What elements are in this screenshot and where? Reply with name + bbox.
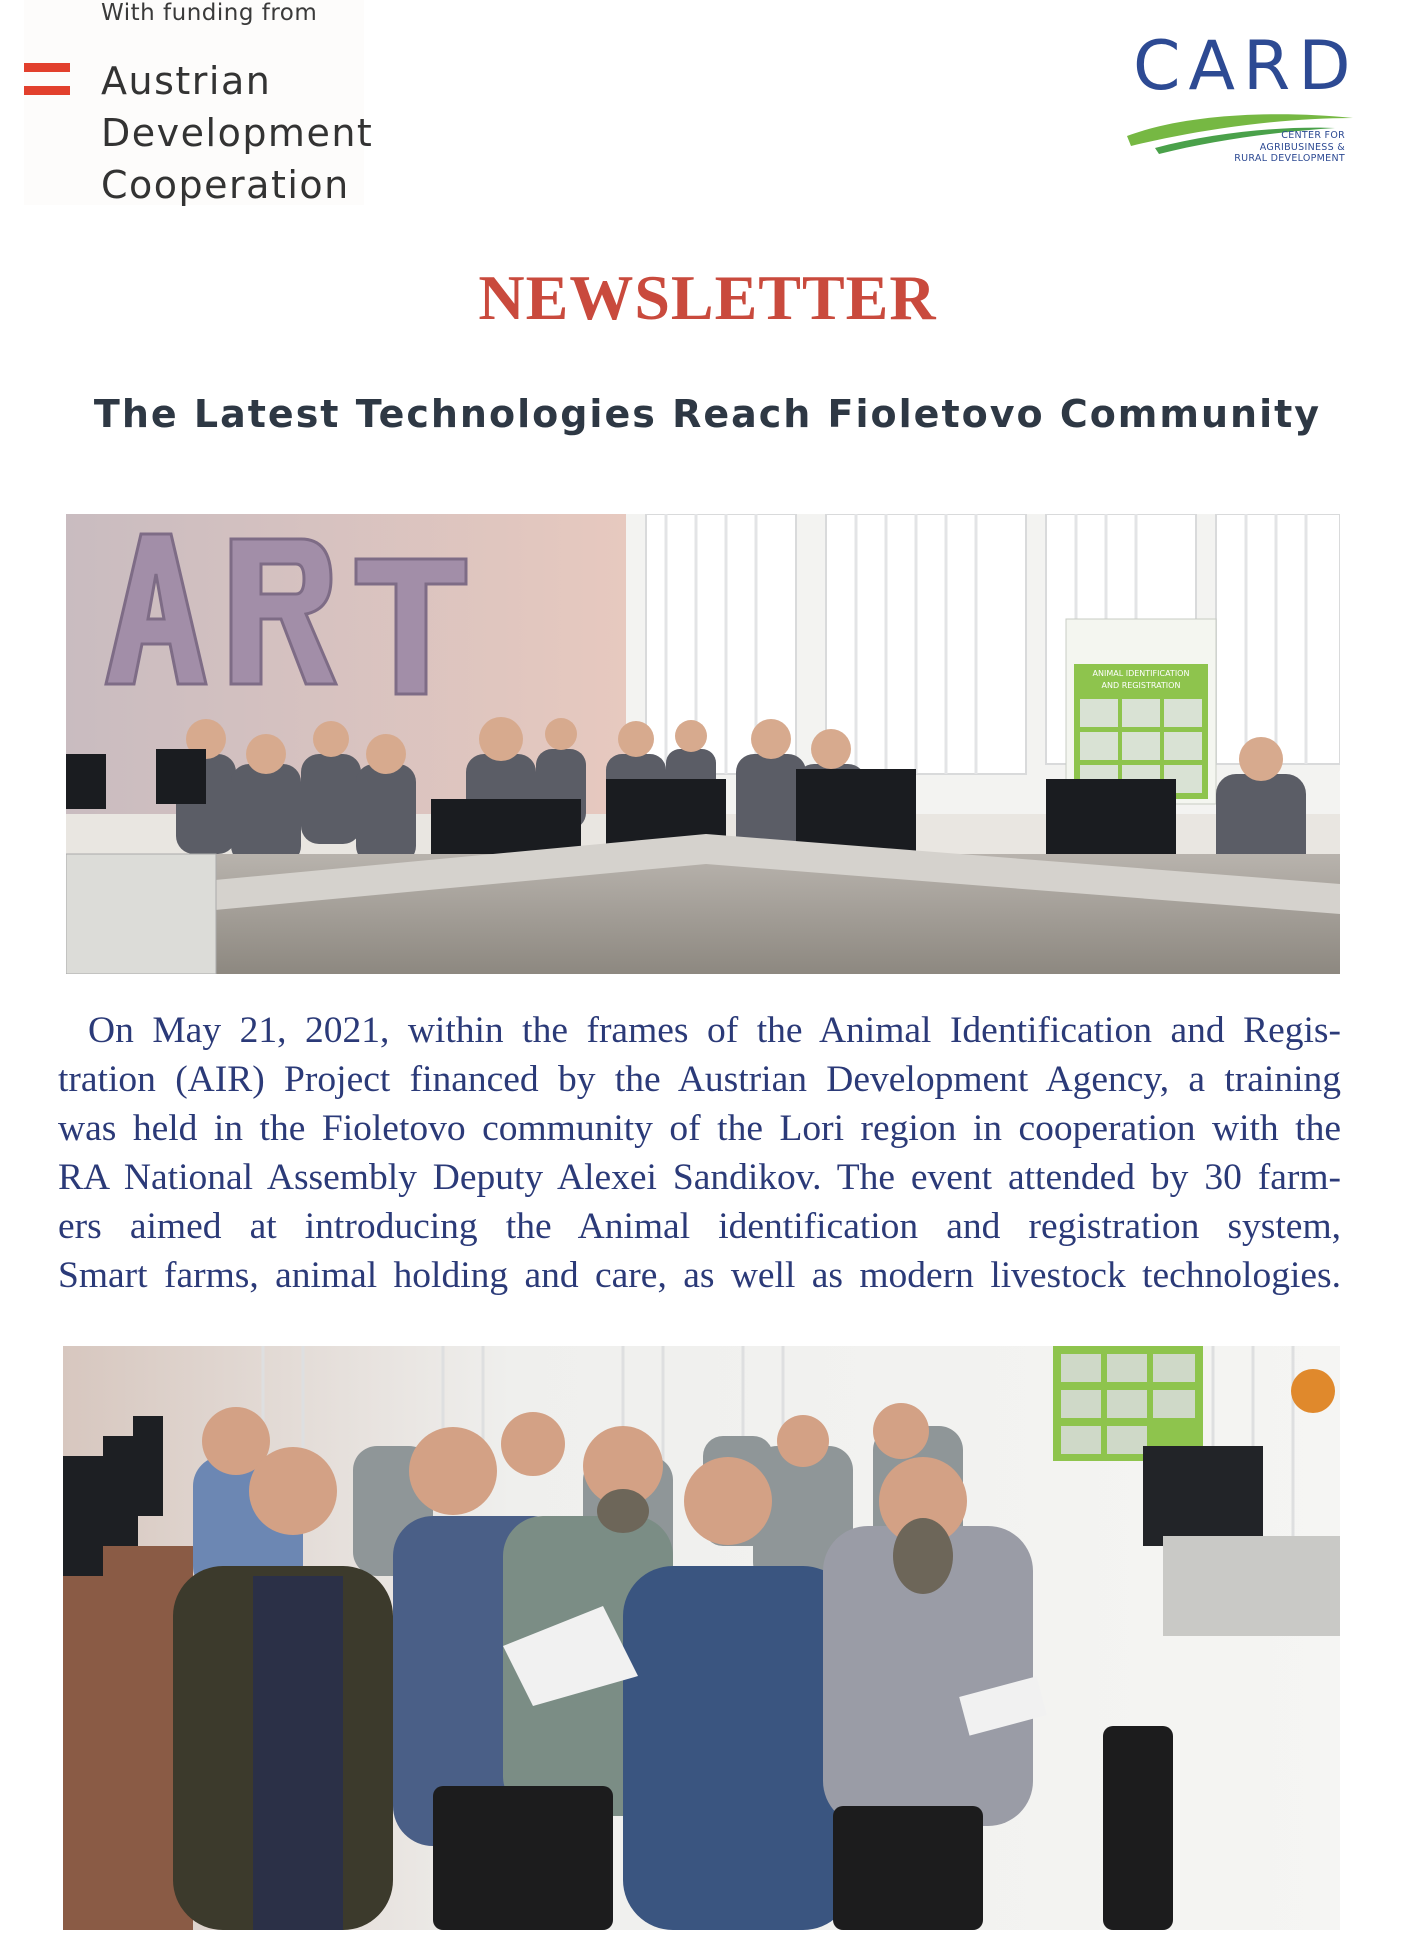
austria-flag-icon <box>24 63 70 95</box>
card-tagline-line-2: AGRIBUSINESS & <box>1259 141 1345 153</box>
card-wordmark: CARD <box>1133 27 1359 106</box>
adc-name-line-1: Austrian <box>101 59 272 103</box>
body-line-1: On May 21, 2021, within the frames of the Animal Identification and Regis- <box>88 1010 1341 1051</box>
card-tagline-line-1: CENTER FOR <box>1281 130 1345 141</box>
body-line-2: tration (AIR) Project financed by the Austrian Development Agency, a training <box>58 1059 1341 1100</box>
banner-line-1: ANIMAL IDENTIFICATION <box>1092 669 1190 678</box>
adc-logo <box>24 0 374 207</box>
body-line-3: was held in the Fioletovo community of the Lori region in cooperation with the <box>58 1108 1341 1149</box>
article-body <box>58 1006 1341 1300</box>
article-headline: The Latest Technologies Reach Fioletovo Community <box>93 392 1322 436</box>
adc-name-line-2: Development <box>101 111 374 155</box>
adc-funding-label: With funding from <box>101 0 318 26</box>
adc-name-line-3: Cooperation <box>101 163 350 207</box>
body-line-5: ers aimed at introducing the Animal identification and registration system, <box>58 1206 1341 1247</box>
banner-line-2: AND REGISTRATION <box>1101 681 1181 690</box>
body-line-4: RA National Assembly Deputy Alexei Sandikov. The event attended by 30 farm- <box>58 1157 1341 1198</box>
farmers-seated-photo <box>63 1346 1340 1930</box>
newsletter-title: NEWSLETTER <box>478 262 937 333</box>
card-tagline-line-3: RURAL DEVELOPMENT <box>1234 153 1345 164</box>
card-logo <box>1125 27 1359 175</box>
classroom-photo <box>66 514 1340 974</box>
body-line-6: Smart farms, animal holding and care, as well as modern livestock technologies. <box>58 1255 1341 1296</box>
card-tagline <box>1234 130 1345 165</box>
adc-name <box>101 55 373 211</box>
